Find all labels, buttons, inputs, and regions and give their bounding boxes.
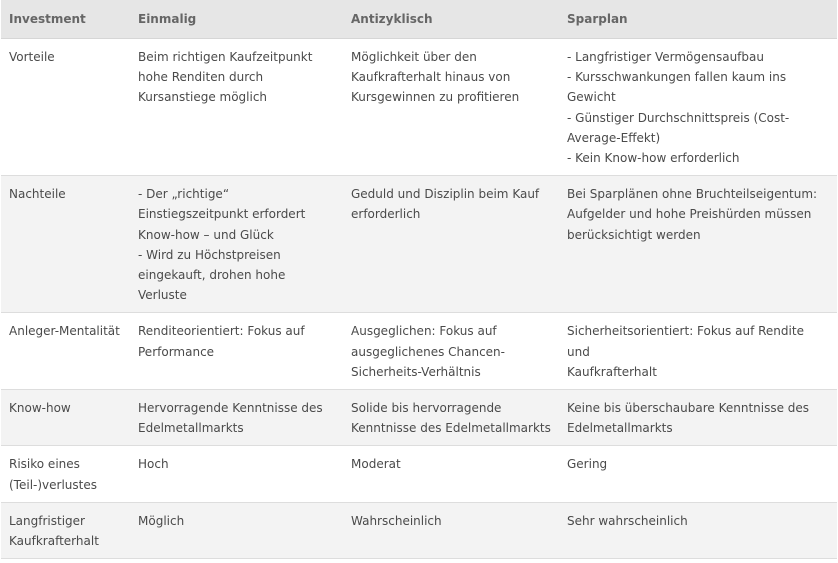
cell-line: Wahrscheinlich [351, 513, 442, 528]
cell-line: Aufgelder und hohe Preishürden müssen [567, 207, 812, 222]
cell-einmalig [130, 39, 343, 176]
cell-line: - Günstiger Durchschnittspreis (Cost- [567, 110, 790, 125]
table-body [1, 39, 837, 559]
cell-line: Edelmetallmarkts [567, 421, 673, 436]
header-row [1, 0, 837, 39]
cell-antizyklisch [343, 176, 559, 313]
cell-line: Solide bis hervorragende [351, 401, 502, 416]
cell-line: - Der „richtige“ [138, 187, 230, 202]
cell-line: - Kein Know-how erforderlich [567, 151, 740, 166]
cell-line: Ausgeglichen: Fokus auf [351, 324, 497, 339]
row-label: Vorteile [1, 39, 130, 176]
cell-line: Möglichkeit über den [351, 50, 477, 64]
cell-line: Beim richtigen Kaufzeitpunkt [138, 50, 313, 64]
cell-line: Keine bis überschaubare Kenntnisse des [567, 401, 810, 416]
cell-line: Bei Sparplänen ohne Bruchteilseigentum: [567, 187, 818, 202]
cell-einmalig [130, 502, 343, 558]
table-row-know-how [1, 390, 837, 446]
cell-line: Know-how – und Glück [138, 227, 274, 242]
row-label: Risiko eines (Teil-)verlustes [1, 446, 130, 502]
cell-line: Gewicht [567, 90, 616, 105]
row-label: Know-how [1, 390, 130, 446]
table-row-nachteile [1, 176, 837, 313]
cell-line: Kaufkrafterhalt [567, 364, 657, 379]
cell-line: Geduld und Disziplin beim Kauf [351, 187, 540, 202]
cell-line: Einstiegszeitpunkt erfordert [138, 207, 306, 222]
cell-einmalig [130, 313, 343, 390]
cell-einmalig [130, 390, 343, 446]
cell-line: Performance [138, 344, 215, 359]
header-einmalig: Einmalig [130, 0, 343, 39]
cell-sparplan [559, 390, 837, 446]
cell-line: Kursgewinnen zu profitieren [351, 90, 520, 105]
cell-sparplan [559, 39, 837, 176]
table-row-kaufkrafterhalt [1, 502, 837, 558]
row-label: Langfristiger Kaufkrafterhalt [1, 502, 130, 558]
header-sparplan: Sparplan [559, 0, 837, 39]
cell-sparplan [559, 176, 837, 313]
cell-line: berücksichtigt werden [567, 227, 701, 242]
cell-antizyklisch [343, 313, 559, 390]
cell-line: - Kursschwankungen fallen kaum ins [567, 70, 787, 85]
cell-line: - Langfristiger Vermögensaufbau [567, 50, 764, 64]
cell-line: Sicherheitsorientiert: Fokus auf Rendite und [567, 324, 804, 359]
cell-line: Average-Effekt) [567, 130, 661, 145]
cell-line: hohe Renditen durch [138, 70, 264, 85]
row-label: Anleger-Mentalität [1, 313, 130, 390]
cell-line: Moderat [351, 457, 401, 472]
cell-line: erforderlich [351, 207, 421, 222]
cell-sparplan [559, 446, 837, 502]
cell-line: Hoch [138, 457, 169, 472]
comparison-table [1, 0, 837, 559]
cell-line: Hervorragende Kenntnisse des [138, 401, 323, 416]
cell-line: Kenntnisse des Edelmetallmarkts [351, 421, 551, 436]
header-antizyklisch: Antizyklisch [343, 0, 559, 39]
cell-line: Gering [567, 457, 608, 472]
table-row-vorteile [1, 39, 837, 176]
cell-line: Sehr wahrscheinlich [567, 513, 688, 528]
cell-line: Kursanstiege möglich [138, 90, 268, 105]
cell-einmalig [130, 446, 343, 502]
cell-antizyklisch [343, 390, 559, 446]
cell-antizyklisch [343, 446, 559, 502]
cell-einmalig [130, 176, 343, 313]
cell-line: eingekauft, drohen hohe [138, 268, 286, 283]
cell-line: - Wird zu Höchstpreisen [138, 247, 281, 262]
cell-line: Sicherheits-Verhältnis [351, 364, 481, 379]
table-row-risiko-teilverlust [1, 446, 837, 502]
cell-line: Möglich [138, 513, 185, 528]
cell-antizyklisch [343, 502, 559, 558]
cell-line: ausgeglichenes Chancen- [351, 344, 505, 359]
cell-line: Kaufkrafterhalt hinaus von [351, 70, 511, 85]
cell-line: Renditeorientiert: Fokus auf [138, 324, 305, 339]
cell-sparplan [559, 502, 837, 558]
table-row-anleger-mentalitaet [1, 313, 837, 390]
cell-antizyklisch [343, 39, 559, 176]
cell-line: Edelmetallmarkts [138, 421, 244, 436]
header-investment: Investment [1, 0, 130, 39]
cell-sparplan [559, 313, 837, 390]
row-label: Nachteile [1, 176, 130, 313]
cell-line: Verluste [138, 288, 187, 303]
